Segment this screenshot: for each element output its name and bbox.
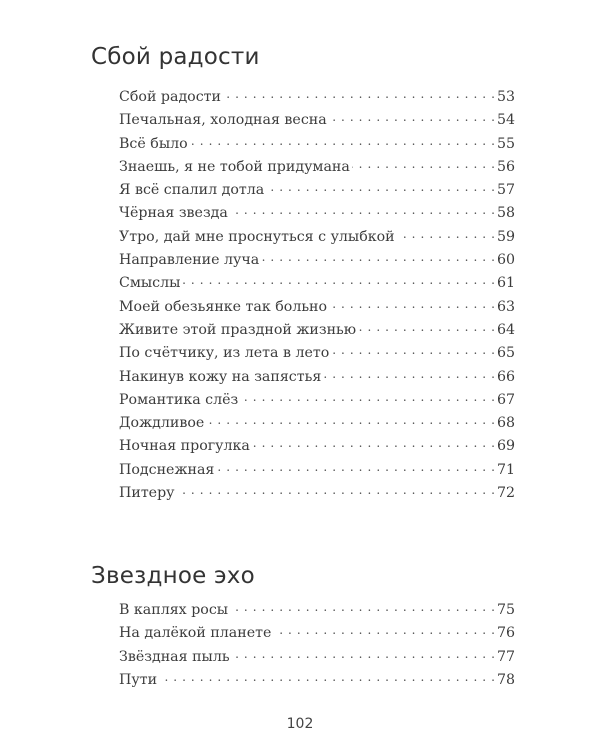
page-number: 102 <box>286 716 314 732</box>
section-title-zvezdnoe-eho: Звездное эхо <box>91 563 255 589</box>
toc-entry-title: Утро, дай мне проснуться с улыбкой <box>119 228 395 245</box>
toc-entry[interactable] <box>119 136 515 159</box>
toc-entry-title: Романтика слёз <box>119 391 239 408</box>
dot-leader <box>230 205 495 217</box>
toc-list-section-1 <box>119 89 515 508</box>
dot-leader <box>331 345 495 357</box>
dot-leader <box>261 252 495 264</box>
dot-leader <box>159 672 495 684</box>
dot-leader <box>329 299 495 311</box>
toc-entry-title: Пути <box>119 671 158 688</box>
toc-entry-title: Чёрная звезда <box>119 205 228 222</box>
toc-entry-page: 72 <box>496 485 515 502</box>
toc-entry[interactable] <box>119 462 515 485</box>
toc-entry-page: 59 <box>496 228 515 245</box>
toc-entry-title: Печальная, холодная весна <box>119 112 327 129</box>
toc-entry-page: 64 <box>496 321 515 338</box>
dot-leader <box>206 415 495 427</box>
toc-entry[interactable] <box>119 229 515 252</box>
toc-entry-page: 76 <box>496 625 515 642</box>
toc-entry[interactable] <box>119 345 515 368</box>
toc-entry-title: В каплях росы <box>119 602 229 618</box>
dot-leader <box>177 485 495 497</box>
toc-entry[interactable] <box>119 182 515 205</box>
toc-entry-page: 68 <box>496 415 515 432</box>
toc-entry[interactable] <box>119 649 515 672</box>
toc-entry-page: 55 <box>496 135 515 152</box>
toc-entry-title: Смыслы <box>119 275 181 292</box>
dot-leader <box>323 369 495 381</box>
toc-entry-title: Моей обезьянке так больно <box>119 298 328 315</box>
toc-entry[interactable] <box>119 369 515 392</box>
dot-leader <box>273 625 495 637</box>
toc-entry-title: Подснежная <box>119 461 215 478</box>
toc-entry-page: 60 <box>496 252 515 269</box>
toc-entry[interactable] <box>119 392 515 415</box>
section-title-sboy-radosti: Сбой радости <box>91 44 260 70</box>
toc-entry-page: 66 <box>496 368 515 385</box>
toc-entry-page: 69 <box>496 438 515 455</box>
toc-entry-page: 65 <box>496 345 515 362</box>
toc-entry[interactable] <box>119 672 515 695</box>
dot-leader <box>352 159 495 171</box>
toc-entry-page: 56 <box>496 158 515 175</box>
toc-entry-title: Знаешь, я не тобой придумана <box>119 158 350 175</box>
toc-entry-title: Всё было <box>119 135 188 152</box>
dot-leader <box>240 392 495 404</box>
toc-entry-page: 54 <box>496 112 515 129</box>
toc-entry[interactable] <box>119 159 515 182</box>
toc-entry[interactable] <box>119 415 515 438</box>
toc-entry-title: Накинув кожу на запястья <box>119 368 322 385</box>
toc-entry-title: На далёкой планете <box>119 625 272 642</box>
toc-entry[interactable] <box>119 322 515 345</box>
toc-entry-page: 71 <box>496 461 515 478</box>
toc-entry-title: Звёздная пыль <box>119 648 230 665</box>
toc-entry[interactable] <box>119 205 515 228</box>
toc-entry-page: 75 <box>496 602 515 618</box>
toc-entry[interactable] <box>119 112 515 135</box>
dot-leader <box>232 649 495 661</box>
toc-entry-title: По счётчику, из лета в лето <box>119 345 330 362</box>
toc-entry[interactable] <box>119 299 515 322</box>
dot-leader <box>252 438 495 450</box>
toc-entry-title: Направление луча <box>119 252 260 269</box>
toc-entry[interactable] <box>119 275 515 298</box>
toc-entry-title: Питеру <box>119 485 175 502</box>
toc-entry-page: 61 <box>496 275 515 292</box>
dot-leader <box>223 89 495 101</box>
dot-leader <box>397 229 495 241</box>
toc-entry-title: Живите этой праздной жизнью <box>119 321 357 338</box>
toc-entry-page: 77 <box>496 648 515 665</box>
toc-entry-page: 67 <box>496 391 515 408</box>
toc-entry-page: 53 <box>496 89 515 105</box>
toc-entry-title: Я всё спалил дотла <box>119 182 265 199</box>
toc-entry-title: Дождливое <box>119 415 205 432</box>
toc-entry[interactable] <box>119 252 515 275</box>
toc-entry-page: 57 <box>496 182 515 199</box>
toc-entry-page: 78 <box>496 671 515 688</box>
toc-entry[interactable] <box>119 438 515 461</box>
toc-entry-page: 63 <box>496 298 515 315</box>
toc-entry[interactable] <box>119 89 515 112</box>
dot-leader <box>190 136 495 148</box>
toc-list-section-2 <box>119 602 515 695</box>
dot-leader <box>358 322 495 334</box>
dot-leader <box>266 182 495 194</box>
dot-leader <box>182 275 495 287</box>
dot-leader <box>216 462 495 474</box>
dot-leader <box>230 602 495 614</box>
toc-entry[interactable] <box>119 625 515 648</box>
toc-entry-title: Сбой радости <box>119 89 221 105</box>
toc-entry[interactable] <box>119 485 515 508</box>
toc-entry-title: Ночная прогулка <box>119 438 250 455</box>
dot-leader <box>329 112 495 124</box>
toc-entry[interactable] <box>119 602 515 625</box>
toc-entry-page: 58 <box>496 205 515 222</box>
